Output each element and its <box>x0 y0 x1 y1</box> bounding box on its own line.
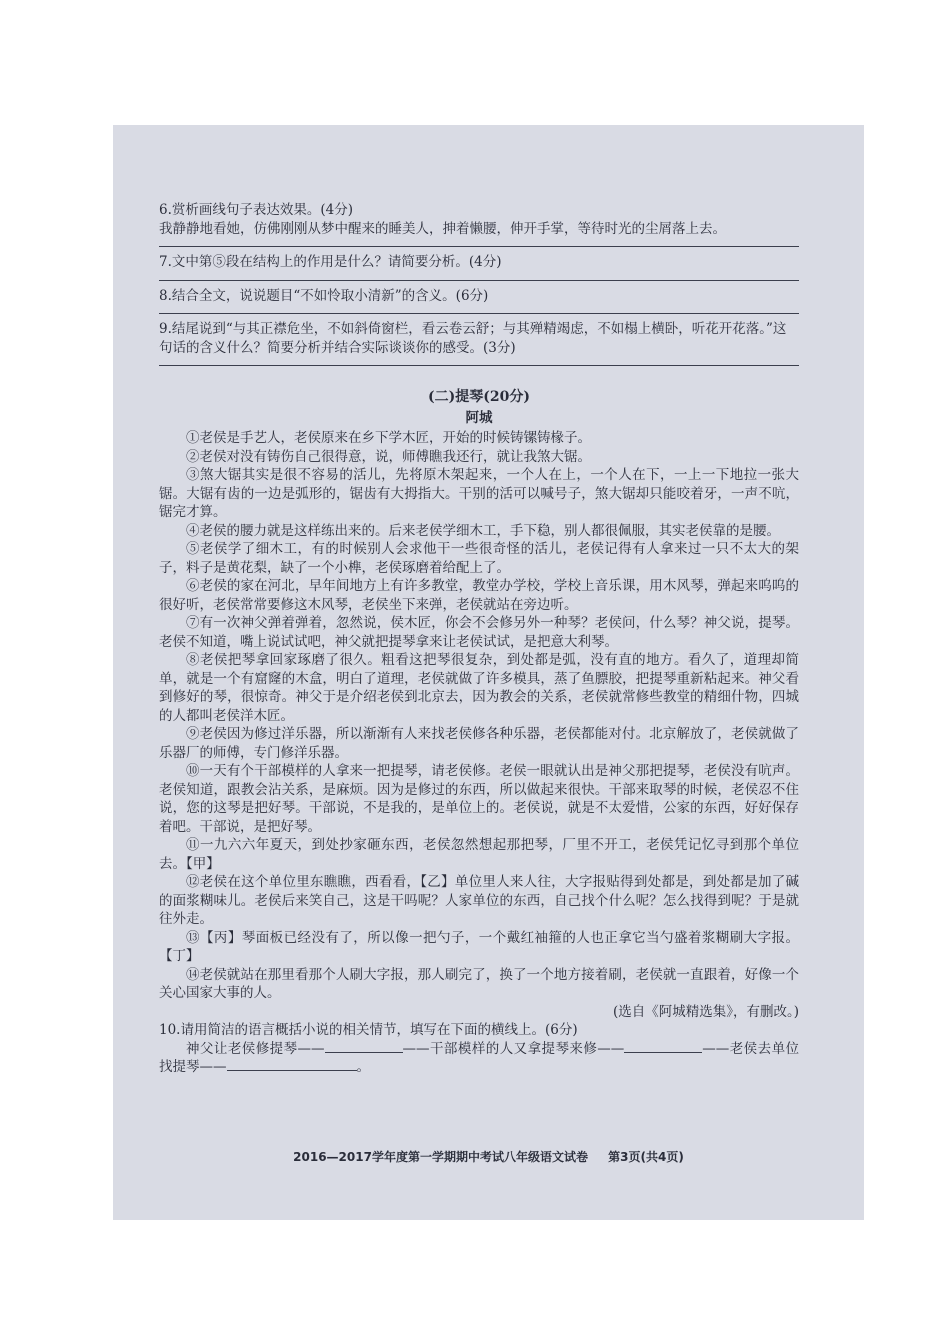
paragraph-9: ⑨老侯因为修过洋乐器，所以渐渐有人来找老侯修各种乐器，老侯都能对付。北京解放了，老侯就做了乐器厂的师傅，专门修洋乐器。 <box>159 726 799 761</box>
paragraph-7: ⑦有一次神父弹着弹着，忽然说，侯木匠，你会不会修另外一种琴？老侯问，什么琴？神父说，提琴。老侯不知道，嘴上说试试吧，神父就把提琴拿来让老侯试试，是把意大利琴。 <box>159 615 799 650</box>
answer-line <box>159 272 799 281</box>
paragraph-8: ⑧老侯把琴拿回家琢磨了很久。粗看这把琴很复杂，到处都是弧，没有直的地方。看久了，道理却简单，就是一个有窟窿的木盒，明白了道理，老侯就做了许多模具，蒸了鱼膘胶，把提琴重新粘起来。神父看到修好的琴，很惊奇。神父于是介绍老侯到北京去，因为教会的关系，老侯就常修些教堂的精细什物，四城的人都叫老侯洋木匠。 <box>159 652 799 724</box>
answer-line <box>159 238 799 247</box>
question-6-quote: 我静静地看她，仿佛刚刚从梦中醒来的睡美人，抻着懒腰，伸开手掌，等待时光的尘屑落上去。 <box>159 220 726 237</box>
section-author: 阿城 <box>465 409 493 426</box>
question-10-fill: 神父让老侯修提琴—— ——干部模样的人又拿提琴来修—— ——老侯去单位找提琴—— 。 <box>159 1040 800 1075</box>
paragraph-13: ⑬【丙】琴面板已经没有了，所以像一把勺子，一个戴红袖箍的人也正拿它当勺盛着浆糊刷大字报。【丁】 <box>159 929 799 964</box>
question-6: 6.赏析画线句子表达效果。(4分) <box>159 202 354 218</box>
paragraph-5: ⑤老侯学了细木工，有的时候别人会求他干一些很奇怪的活儿，老侯记得有人拿来过一只不太大的架子，料子是黄花梨，缺了一个小榫，老侯琢磨着给配上了。 <box>159 541 799 576</box>
question-8: 8.结合全文，说说题目“不如怜取小清新”的含义。(6分) <box>159 287 489 304</box>
paragraph-6: ⑥老侯的家在河北，早年间地方上有许多教堂，教堂办学校，学校上音乐课，用木风琴，弹起来呜呜的很好听，老侯常常要修这木风琴，老侯坐下来弹，老侯就站在旁边听。 <box>159 578 799 613</box>
answer-line <box>159 357 799 366</box>
paragraph-11: ⑪一九六六年夏天，到处抄家砸东西，老侯忽然想起那把琴，厂里不开工，老侯凭记忆寻到那个单位去。【甲】 <box>159 837 799 872</box>
paragraph-2: ②老侯对没有铸伤自己很得意，说，师傅瞧我还行，就让我煞大锯。 <box>186 448 591 465</box>
paragraph-10: ⑩一天有个干部模样的人拿来一把提琴，请老侯修。老侯一眼就认出是神父那把提琴，老侯没有吭声。老侯知道，跟教会沾关系，是麻烦。因为是修过的东西，所以做起来很快。干部来取琴的时候，老侯忍不住说，您的这琴是把好琴。干部说，不是我的，是单位上的。老侯说，就是不太爱惜，公家的东西，好好保存着吧。干部说，是把好琴。 <box>159 763 799 835</box>
paragraph-14: ⑭老侯就站在那里看那个人刷大字报，那人刷完了，换了一个地方接着刷，老侯就一直跟着，好像一个关心国家大事的人。 <box>159 966 799 1001</box>
paragraph-1: ①老侯是手艺人，老侯原来在乡下学木匠，开始的时候铸镙铸椽子。 <box>186 430 591 446</box>
answer-line <box>159 305 799 314</box>
page-footer: 2016—2017学年度第一学期期中考试八年级语文试卷 第3页(共4页) <box>293 1150 684 1164</box>
source-note: (选自《阿城精选集》，有删改。) <box>612 1003 799 1020</box>
question-10: 10.请用简洁的语言概括小说的相关情节，填写在下面的横线上。(6分) <box>159 1022 578 1038</box>
question-9: 9.结尾说到“与其正襟危坐，不如斜倚窗栏，看云卷云舒；与其殚精竭虑，不如榻上横卧，听花开花落。”这句话的含义什么？简要分析并结合实际谈谈你的感受。(3分) <box>159 321 787 356</box>
fill-blank-2[interactable] <box>624 1040 702 1053</box>
paragraph-3: ③煞大锯其实是很不容易的活儿，先将原木架起来，一个人在上，一个人在下，一上一下地拉一张大锯。大锯有齿的一边是弧形的，锯齿有大拇指大。干别的活可以喊号子，煞大锯却只能咬着牙，一声不吭，锯完才算。 <box>159 467 799 520</box>
paragraph-12: ⑫老侯在这个单位里东瞧瞧，西看看，【乙】单位里人来人往，大字报贴得到处都是，到处都是加了碱的面浆糊味儿。老侯后来笑自己，这是干吗呢？人家单位的东西，自己找个什么呢？怎么找得到呢？于是就往外走。 <box>159 874 799 927</box>
section-title: (二)提琴(20分) <box>428 389 530 405</box>
fill-blank-1[interactable] <box>325 1040 403 1053</box>
fill-blank-3[interactable] <box>227 1058 357 1071</box>
question-7: 7.文中第⑤段在结构上的作用是什么？请简要分析。(4分) <box>159 254 502 270</box>
exam-page <box>113 125 864 1220</box>
page-content <box>159 201 799 1077</box>
paragraph-4: ④老侯的腰力就是这样练出来的。后来老侯学细木工，手下稳，别人都很佩服，其实老侯靠的是腰。 <box>186 522 780 539</box>
